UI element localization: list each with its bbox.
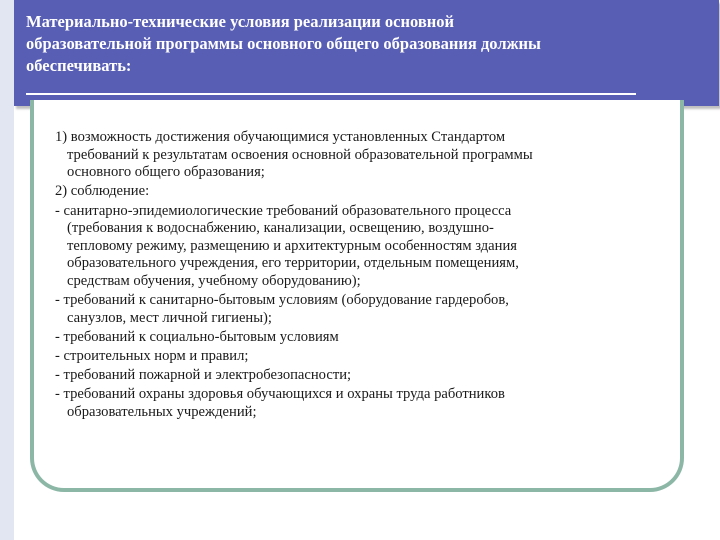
- slide-title-line: обеспечивать:: [26, 56, 132, 75]
- list-item: [55, 203, 673, 291]
- list-item-line: - строительных норм и правил;: [55, 348, 249, 365]
- list-item-line: образовательных учреждений;: [67, 404, 257, 421]
- list-item: [55, 386, 673, 421]
- list-item: [55, 348, 673, 366]
- list-item-line: - требований к социально-бытовым условиям: [55, 328, 339, 345]
- list-item: [55, 129, 673, 182]
- title-underline: [26, 93, 636, 95]
- list-item: [55, 367, 673, 385]
- list-item-line: (требования к водоснабжению, канализации, освещению, воздушно-: [67, 220, 494, 237]
- list-item: [55, 292, 673, 327]
- list-item-line: 1) возможность достижения обучающимися установленных Стандартом: [55, 129, 506, 145]
- requirements-list: [55, 129, 673, 423]
- slide-title-line: Материально-технические условия реализации основной: [26, 12, 455, 31]
- list-item: [55, 329, 673, 347]
- list-item-line: тепловому режиму, размещению и архитектурным особенностям здания: [67, 237, 517, 254]
- list-item-line: требований к результатам освоения основной образовательной программы: [67, 146, 533, 163]
- list-item-line: - санитарно-эпидемиологические требований образовательного процесса: [55, 202, 512, 219]
- list-item-line: 2) соблюдение:: [55, 183, 150, 200]
- list-item-line: - требований к санитарно-бытовым условиям (оборудование гардеробов,: [55, 292, 509, 309]
- list-item-line: - требований охраны здоровья обучающихся и охраны труда работников: [55, 386, 505, 403]
- list-item-line: основного общего образования;: [67, 164, 265, 181]
- slide-title: [26, 11, 666, 77]
- list-item-line: средствам обучения, учебному оборудованию);: [67, 272, 361, 289]
- list-item: [55, 183, 673, 201]
- list-item-line: санузлов, мест личной гигиены);: [67, 309, 272, 326]
- slide-title-line: образовательной программы основного общего образования должны: [26, 34, 541, 53]
- left-decorative-strip: [0, 0, 14, 540]
- list-item-line: образовательного учреждения, его территории, отдельным помещениям,: [67, 255, 519, 272]
- list-item-line: - требований пожарной и электробезопасности;: [55, 367, 352, 384]
